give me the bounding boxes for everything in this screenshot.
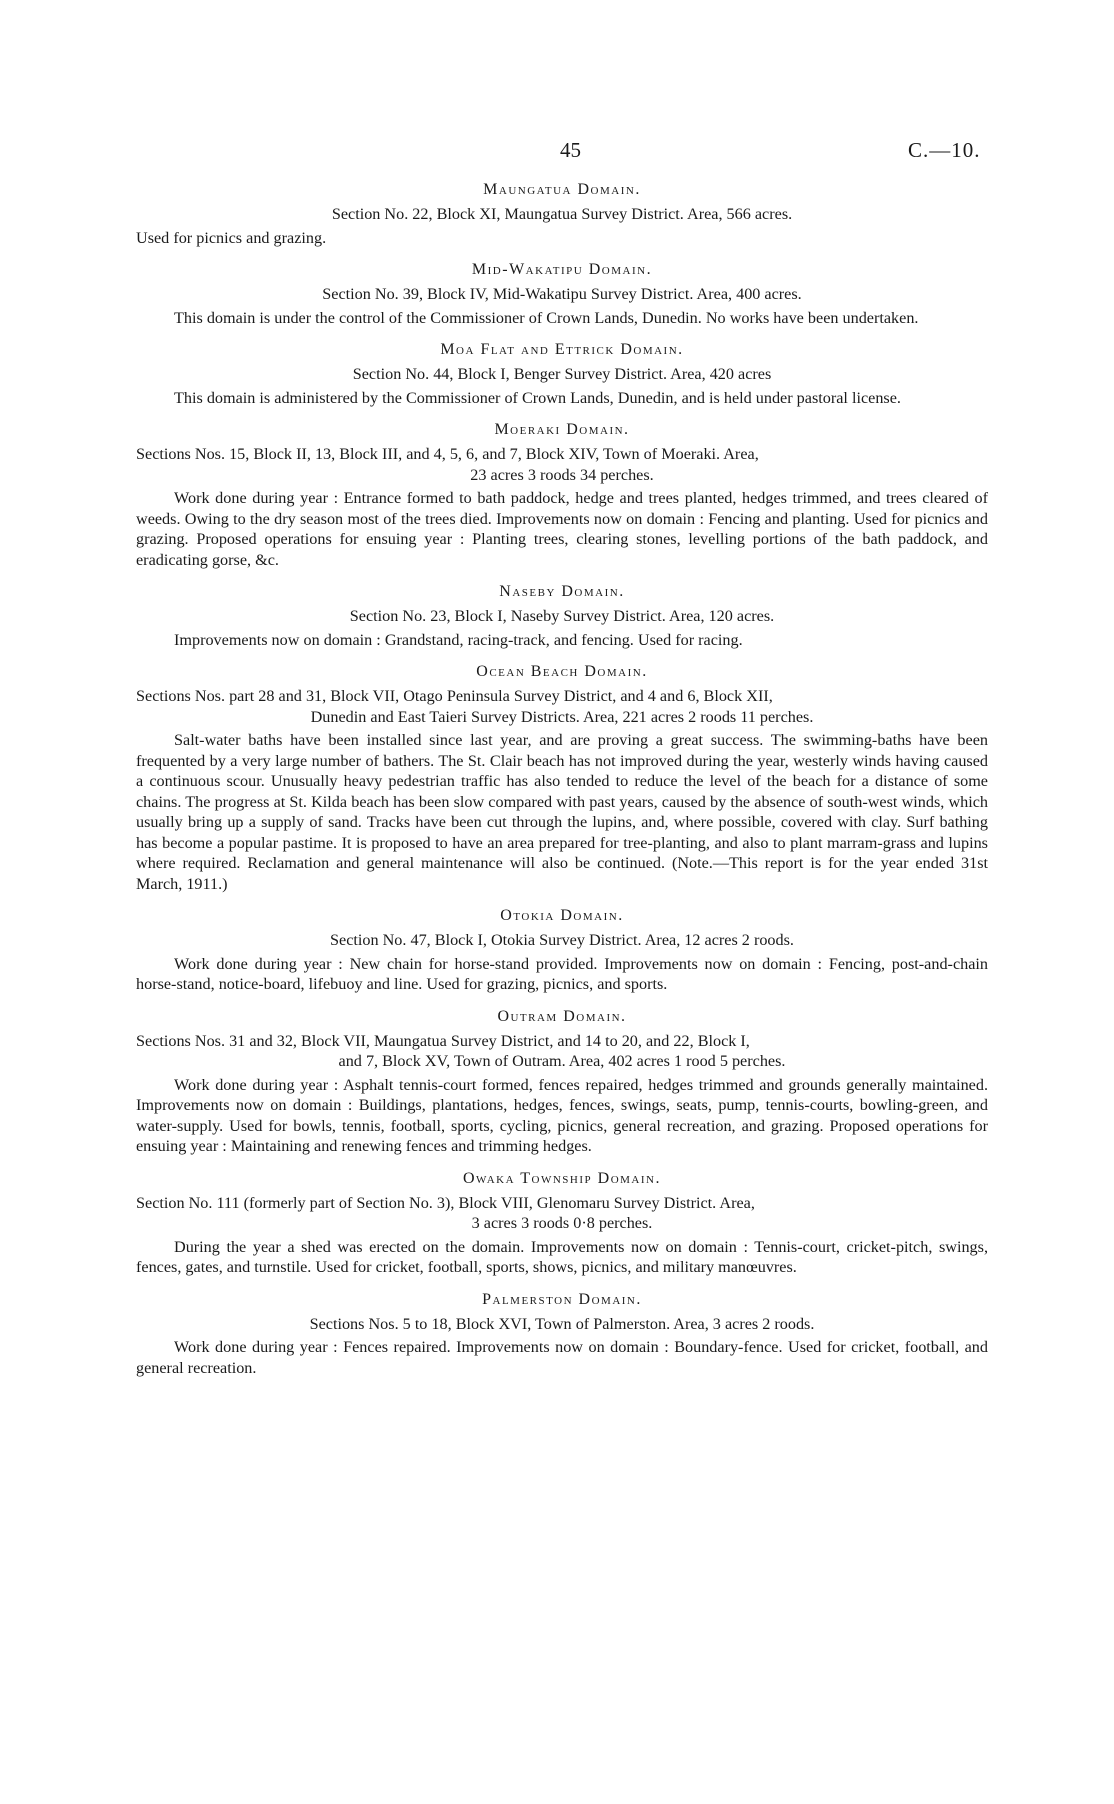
section-title: Mid-Wakatipu Domain. — [471, 261, 653, 278]
section-location: Section No. 23, Block I, Naseby Survey District. Area, 120 acres. — [349, 607, 775, 625]
location-continuation: and 7, Block XV, Town of Outram. Area, 402 acres 1 rood 5 perches. — [338, 1052, 786, 1070]
section-title: Naseby Domain. — [499, 583, 625, 600]
location-line: Sections Nos. 15, Block II, 13, Block III, and 4, 5, 6, and 7, Block XIV, Town of Moeraki. Area, — [136, 445, 759, 463]
section-moeraki — [136, 420, 988, 570]
section-title: Otokia Domain. — [500, 907, 624, 924]
section-title: Moa Flat and Ettrick Domain. — [440, 341, 684, 358]
section-location: Section No. 47, Block I, Otokia Survey District. Area, 12 acres 2 roods. — [330, 931, 794, 949]
location-line: Section No. 111 (formerly part of Section No. 3), Block VIII, Glenomaru Survey District. Area, — [136, 1193, 755, 1212]
section-outram — [136, 1007, 988, 1157]
location-line: Sections Nos. part 28 and 31, Block VII, Otago Peninsula Survey District, and 4 and 6, Block XII, — [136, 687, 773, 705]
section-paragraph: Work done during year : Fences repaired. Improvements now on domain : Boundary-fence. Used for cricket, football, and general recreation. — [136, 1338, 988, 1377]
page-number: 45 — [560, 138, 581, 162]
section-otokia — [136, 906, 988, 995]
location-continuation: 23 acres 3 roods 34 perches. — [470, 465, 654, 484]
section-location — [136, 1193, 988, 1234]
section-location — [136, 686, 988, 727]
section-mid-wakatipu — [136, 260, 988, 328]
section-paragraph: Salt-water baths have been installed since last year, and are proving a great success. The swimming-baths have been frequented by a very large number of bathers. The St. Clair beach has not improved during the year, westerly winds having caused a continuous scour. Unusually heavy pedestrian traffic has also tended to reduce the level of the beach for a distance of some chains. The progress at St. Kilda beach has been slow compared with past years, caused by the absence of south-west winds, which usually bring up a supply of sand. Tracks have been cut through the lupins, and, where possible, covered with clay. Surf bathing has become a popular pastime. It is proposed to have an area prepared for tree-planting, and also to plant marram-grass and lupins where required. Reclamation and general maintenance will also be continued. (Note.—This report is for the year ended 31st March, 1911.) — [136, 731, 988, 893]
section-paragraph: Improvements now on domain : Grandstand, racing-track, and fencing. Used for racing. — [174, 630, 743, 649]
section-location: Section No. 22, Block XI, Maungatua Survey District. Area, 566 acres. — [331, 205, 793, 223]
section-location: Section No. 39, Block IV, Mid-Wakatipu Survey District. Area, 400 acres. — [322, 285, 802, 303]
section-title: Owaka Township Domain. — [463, 1169, 661, 1187]
location-continuation: 3 acres 3 roods 0·8 perches. — [471, 1214, 653, 1232]
section-palmerston — [136, 1290, 988, 1379]
section-ocean-beach — [136, 662, 988, 894]
section-location — [136, 444, 988, 485]
section-paragraph: Work done during year : Entrance formed to bath paddock, hedge and trees planted, hedges trimmed, and trees cleared of weeds. Owing to the dry season most of the trees died. Improvements now on domain : Fencing and planting. Used for picnics and grazing. Proposed operations for ensuing year : Planting trees, clearing stones, levelling portions of the bath paddock, and eradicating gorse, &c. — [136, 489, 988, 569]
section-paragraph: This domain is under the control of the Commissioner of Crown Lands, Dunedin. No works have been undertaken. — [174, 308, 919, 327]
section-title: Moeraki Domain. — [494, 421, 630, 438]
location-line: Sections Nos. 31 and 32, Block VII, Maungatua Survey District, and 14 to 20, and 22, Block I, — [136, 1031, 750, 1050]
section-maungatua — [136, 180, 988, 248]
section-title: Ocean Beach Domain. — [476, 663, 648, 680]
document-reference: C.—10. — [908, 138, 981, 162]
section-title: Palmerston Domain. — [482, 1290, 642, 1308]
section-naseby — [136, 582, 988, 650]
section-paragraph: This domain is administered by the Commissioner of Crown Lands, Dunedin, and is held under pastoral license. — [174, 388, 901, 407]
section-title: Maungatua Domain. — [483, 181, 641, 198]
section-paragraph: During the year a shed was erected on the domain. Improvements now on domain : Tennis-court, cricket-pitch, swings, fences, gates, and turnstile. Used for cricket, football, sports, shows, picnics, and military manœuvres. — [136, 1237, 988, 1276]
location-continuation: Dunedin and East Taieri Survey Districts. Area, 221 acres 2 roods 11 perches. — [310, 707, 814, 726]
section-paragraph: Used for picnics and grazing. — [136, 228, 327, 247]
section-paragraph: Work done during year : New chain for horse-stand provided. Improvements now on domain : Fencing, post-and-chain horse-stand, notice-board, lifebuoy and line. Used for grazing, picnics, and sports. — [136, 954, 988, 993]
section-owaka — [136, 1169, 988, 1278]
document-body — [136, 180, 988, 1378]
section-location: Section No. 44, Block I, Benger Survey District. Area, 420 acres — [352, 365, 772, 383]
section-location: Sections Nos. 5 to 18, Block XVI, Town of Palmerston. Area, 3 acres 2 roods. — [309, 1314, 815, 1333]
section-location — [136, 1031, 988, 1072]
section-moa-flat — [136, 340, 988, 408]
section-title: Outram Domain. — [497, 1007, 627, 1025]
section-paragraph: Work done during year : Asphalt tennis-court formed, fences repaired, hedges trimmed and grounds generally maintained. Improvements now on domain : Buildings, plantations, hedges, fences, swings, seats, pump, tennis-courts, bowling-green, and water-supply. Used for bowls, tennis, football, sports, cycling, picnics, general recreation, and grazing. Proposed operations for ensuing year : Maintaining and renewing fences and trimming hedges. — [136, 1075, 988, 1155]
